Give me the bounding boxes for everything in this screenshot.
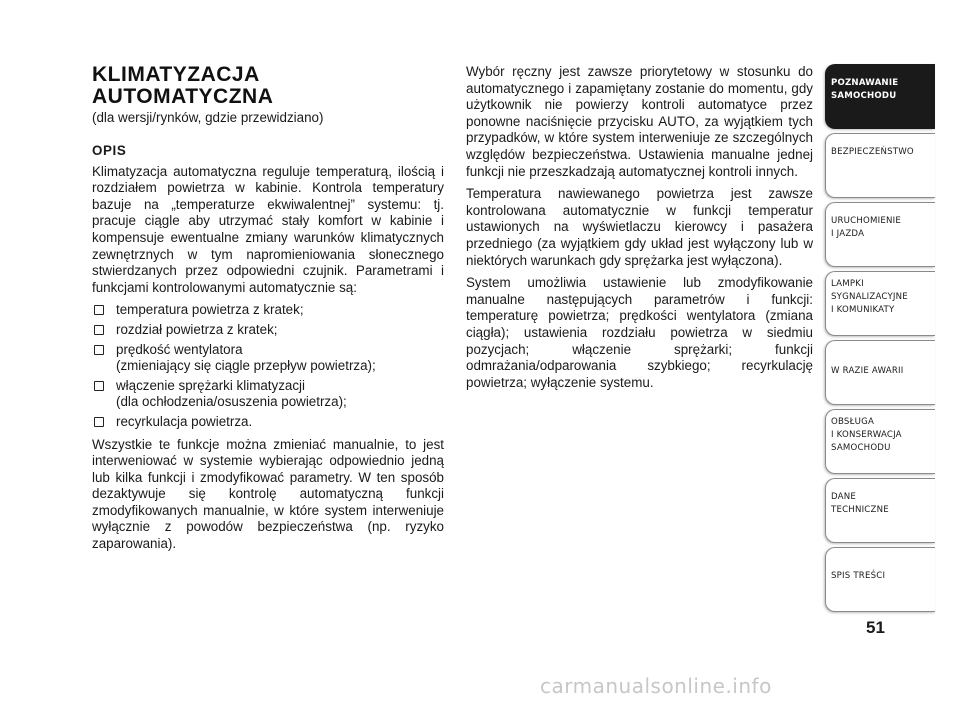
- checkbox-bullet-icon: [94, 345, 104, 355]
- right-paragraph-1: Wybór ręczny jest zawsze priorytetowy w stosunku do automatycznego i zapamiętany zostanie do momentu, gdy użytkownik nie powierzy kontroli automatyce przez ponowne naciśnięcie przycisku AUTO, za wyjątkiem tych przypadków, w które system interweniuje ze szczególnych względów bezpieczeństwa. Ustawienia manualne jednej funkcji nie przeszkadzają automatycznej kontroli innych.: [466, 64, 813, 179]
- checkbox-bullet-icon: [94, 305, 104, 315]
- right-paragraph-2: Temperatura nawiewanego powietrza jest zawsze kontrolowana automatycznie w funkcji temperatur ustawionych na wyświetlaczu kierowcy i pasażera przedniego (za wyjątkiem gdy układ jest wyłączony lub w niektórych warunkach gdy sprężarka jest wyłączona).: [466, 186, 813, 268]
- tab-poznawanie-samochodu[interactable]: POZNAWANIE SAMOCHODU: [825, 64, 935, 129]
- title-line-2: AUTOMATYCZNA: [92, 85, 274, 108]
- tab-uruchomienie-i-jazda[interactable]: URUCHOMIENIE I JAZDA: [825, 202, 935, 267]
- tab-spis-tresci[interactable]: SPIS TREŚCI: [825, 547, 935, 612]
- checkbox-bullet-icon: [94, 381, 104, 391]
- list-item: recyrkulacja powietrza.: [92, 414, 444, 431]
- tab-bezpieczenstwo[interactable]: BEZPIECZEŃSTWO: [825, 133, 935, 198]
- page-subtitle: (dla wersji/rynków, gdzie przewidziano): [92, 110, 324, 125]
- closing-paragraph: Wszystkie te funkcje można zmieniać manualnie, to jest interweniować w systemie wybierając odpowiednio jedną lub kilka funkcji i zmodyfikować parametry. W ten sposób dezaktywuje się kontrolę automatyczną funkcji zmodyfikowanych manualnie, w które system interweniuje wyłącznie z powodów bezpieczeństwa (np. ryzyko zaparowania).: [92, 436, 444, 552]
- page-title: [92, 64, 444, 108]
- parameter-list: [92, 302, 444, 430]
- title-line-1: KLIMATYZACJA: [92, 63, 260, 86]
- list-item: prędkość wentylatora (zmieniający się ciągle przepływ powietrza);: [92, 342, 444, 375]
- tab-dane-techniczne[interactable]: DANE TECHNICZNE: [825, 478, 935, 543]
- tab-lampki-sygnalizacyjne[interactable]: LAMPKI SYGNALIZACYJNE I KOMUNIKATY: [825, 271, 935, 336]
- list-item: rozdział powietrza z kratek;: [92, 322, 444, 339]
- watermark-text: carmanualsonline.info: [540, 674, 772, 698]
- tab-w-razie-awarii[interactable]: W RAZIE AWARII: [825, 340, 935, 405]
- section-heading: OPIS: [92, 143, 127, 158]
- tab-obsluga-i-konserwacja[interactable]: OBSŁUGA I KONSERWACJA SAMOCHODU: [825, 409, 935, 474]
- chapter-tabs: [825, 64, 935, 616]
- list-item: temperatura powietrza z kratek;: [92, 302, 444, 319]
- page-number: 51: [866, 618, 885, 637]
- checkbox-bullet-icon: [94, 417, 104, 427]
- checkbox-bullet-icon: [94, 325, 104, 335]
- right-paragraph-3: System umożliwia ustawienie lub zmodyfikowanie manualne następujących parametrów i funkcji: temperaturę powietrza; prędkości wentylatora (zmiana ciągła); ustawienia rozdziału powietrza w siedmiu pozycjach; włączenie sprężarki; funkcji odmrażania/odparowania szybkiego; recyrkulację powietrza; wyłączenie systemu.: [466, 275, 813, 390]
- list-item: włączenie sprężarki klimatyzacji (dla ochłodzenia/osuszenia powietrza);: [92, 378, 444, 411]
- left-column: [92, 64, 444, 559]
- right-column: [466, 64, 813, 397]
- intro-paragraph: Klimatyzacja automatyczna reguluje temperaturą, ilością i rozdziałem powietrza w kabinie. Kontrola temperatury bazuje na „temperaturze ekwiwalentnej” systemu: tj. pracuje ciągle aby utrzymać stały komfort w kabinie i kompensuje ewentualne zmiany warunków klimatycznych zewnętrznych w tym napromieniowania słonecznego stwierdzanych przez odpowiedni czujnik. Parametrami i funkcjami kontrolowanymi automatycznie są:: [92, 163, 444, 295]
